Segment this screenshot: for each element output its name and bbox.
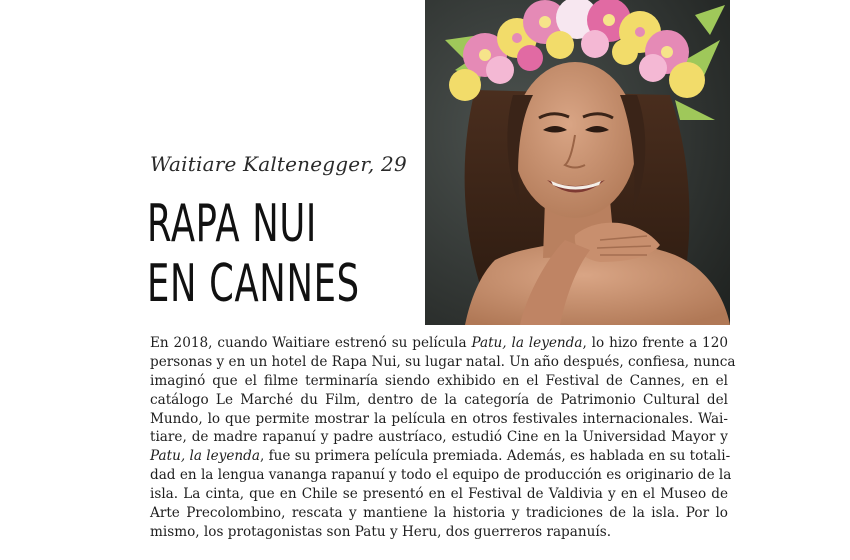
headline — [147, 194, 460, 314]
body-line — [150, 334, 728, 353]
byline: Waitiare Kaltenegger, 29 — [150, 152, 407, 176]
body-text-segment: En 2018, cuando Waitiare estrenó su película — [150, 335, 472, 351]
body-line — [150, 428, 728, 447]
body-text-segment: catálogo Le Marché du Film, dentro de la categoría de Patrimonio Cultural del — [150, 391, 728, 408]
body-line — [150, 466, 732, 485]
film-title-italic: Patu, la leyenda — [150, 448, 260, 465]
body-text-segment: mismo, los protagonistas son Patu y Heru, dos guerreros rapanuís. — [150, 523, 612, 540]
film-title-italic: Patu, la leyenda — [471, 335, 583, 351]
body-text-segment: Arte Precolombino, rescata y mantiene la historia y tradiciones de la isla. Por lo — [150, 505, 728, 522]
body-line — [150, 485, 728, 504]
body-line — [150, 353, 736, 372]
body-text-segment: dad en la lengua vananga rapanuí y todo el equipo de producción es originario de la — [150, 467, 732, 484]
body-text-segment: , fue su primera película premiada. Además, es hablada en su totali- — [259, 448, 731, 465]
body-line — [150, 523, 728, 542]
headline-line-1: RAPA NUI — [147, 194, 318, 254]
body-text-segment: Mundo, lo que permite mostrar la película en otros festivales internacionales. Wai- — [150, 410, 728, 427]
body-text-segment: imaginó que el filme terminaría siendo exhibido en el Festival de Cannes, en el — [150, 372, 728, 389]
body-line — [150, 447, 731, 466]
headline-line-2: EN CANNES — [147, 254, 360, 314]
body-line — [150, 410, 728, 429]
body-line — [150, 372, 728, 391]
body-line — [150, 504, 728, 523]
portrait-photo — [425, 0, 730, 325]
body-text-segment: personas y en un hotel de Rapa Nui, su lugar natal. Un año después, confiesa, nunca — [150, 353, 736, 370]
body-text-segment: tiare, de madre rapanuí y padre austríaco, estudió Cine en la Universidad Mayor y — [150, 429, 728, 446]
body-text-segment: , lo hizo frente a 120 — [582, 335, 729, 351]
article-body — [150, 334, 736, 542]
body-line — [150, 391, 728, 410]
body-text-segment: isla. La cinta, que en Chile se presentó en el Festival de Valdivia y en el Museo de — [150, 486, 728, 503]
